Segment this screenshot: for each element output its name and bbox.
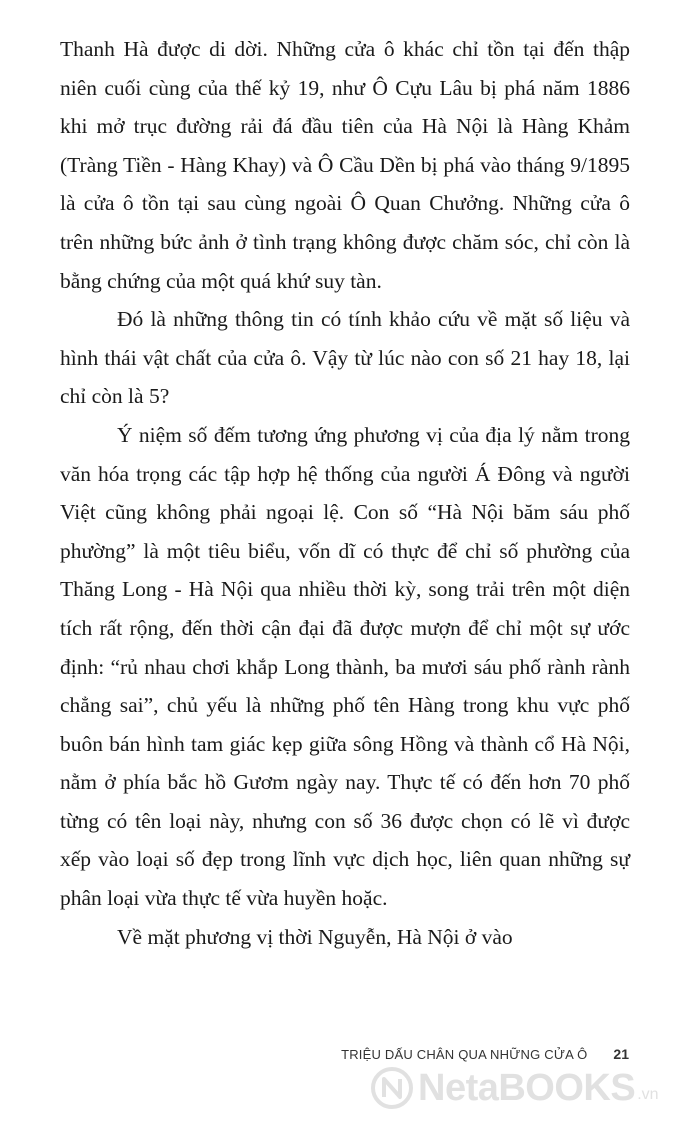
paragraph-2: Đó là những thông tin có tính khảo cứu về mặt số liệu và hình thái vật chất của cửa ô. Vậy từ lúc nào con số 21 hay 18, lại chỉ còn là 5? — [60, 307, 630, 409]
watermark-brand: NetaBOOKS — [418, 1066, 636, 1109]
watermark — [370, 1066, 659, 1110]
paragraph-3: Ý niệm số đếm tương ứng phương vị của địa lý nằm trong văn hóa trọng các tập hợp hệ thống của người Á Đông và người Việt cũng không phải ngoại lệ. Con số “Hà Nội băm sáu phố phường” là một tiêu biểu, vốn dĩ có thực để chỉ số phường của Thăng Long - Hà Nội qua nhiều thời kỳ, song trải trên một diện tích rất rộng, đến thời cận đại đã được mượn để chỉ một sự ước định: “rủ nhau chơi khắp Long thành, ba mươi sáu phố rành rành chẳng sai”, chủ yếu là những phố tên Hàng trong khu vực phố buôn bán hình tam giác kẹp giữa sông Hồng và thành cổ Hà Nội, nằm ở phía bắc hồ Gươm ngày nay. Thực tế có đến hơn 70 phố từng có tên loại này, nhưng con số 36 được chọn có lẽ vì được xếp vào loại số đẹp trong lĩnh vực dịch học, liên quan những sự phân loại vừa thực tế vừa huyền hoặc. — [60, 422, 630, 911]
page-footer — [0, 1042, 629, 1066]
paragraph-4: Về mặt phương vị thời Nguyễn, Hà Nội ở vào — [117, 924, 513, 949]
body-text — [60, 30, 630, 956]
page-number: 21 — [613, 1046, 629, 1062]
paragraph-1: Thanh Hà được di dời. Những cửa ô khác chỉ tồn tại đến thập niên cuối cùng của thế kỷ 19, như Ô Cựu Lâu bị phá năm 1886 khi mở trục đường rải đá đầu tiên của Hà Nội là Hàng Khảm (Tràng Tiền - Hàng Khay) và Ô Cầu Dền bị phá vào tháng 9/1895 là cửa ô tồn tại sau cùng ngoài Ô Quan Chưởng. Những cửa ô trên những bức ảnh ở tình trạng không được chăm sóc, chỉ còn là bằng chứng của một quá khứ suy tàn. — [60, 37, 630, 293]
netabooks-logo-icon — [370, 1066, 414, 1110]
running-title: TRIỆU DẤU CHÂN QUA NHỮNG CỬA Ô — [341, 1046, 588, 1062]
watermark-domain: .vn — [637, 1086, 659, 1103]
